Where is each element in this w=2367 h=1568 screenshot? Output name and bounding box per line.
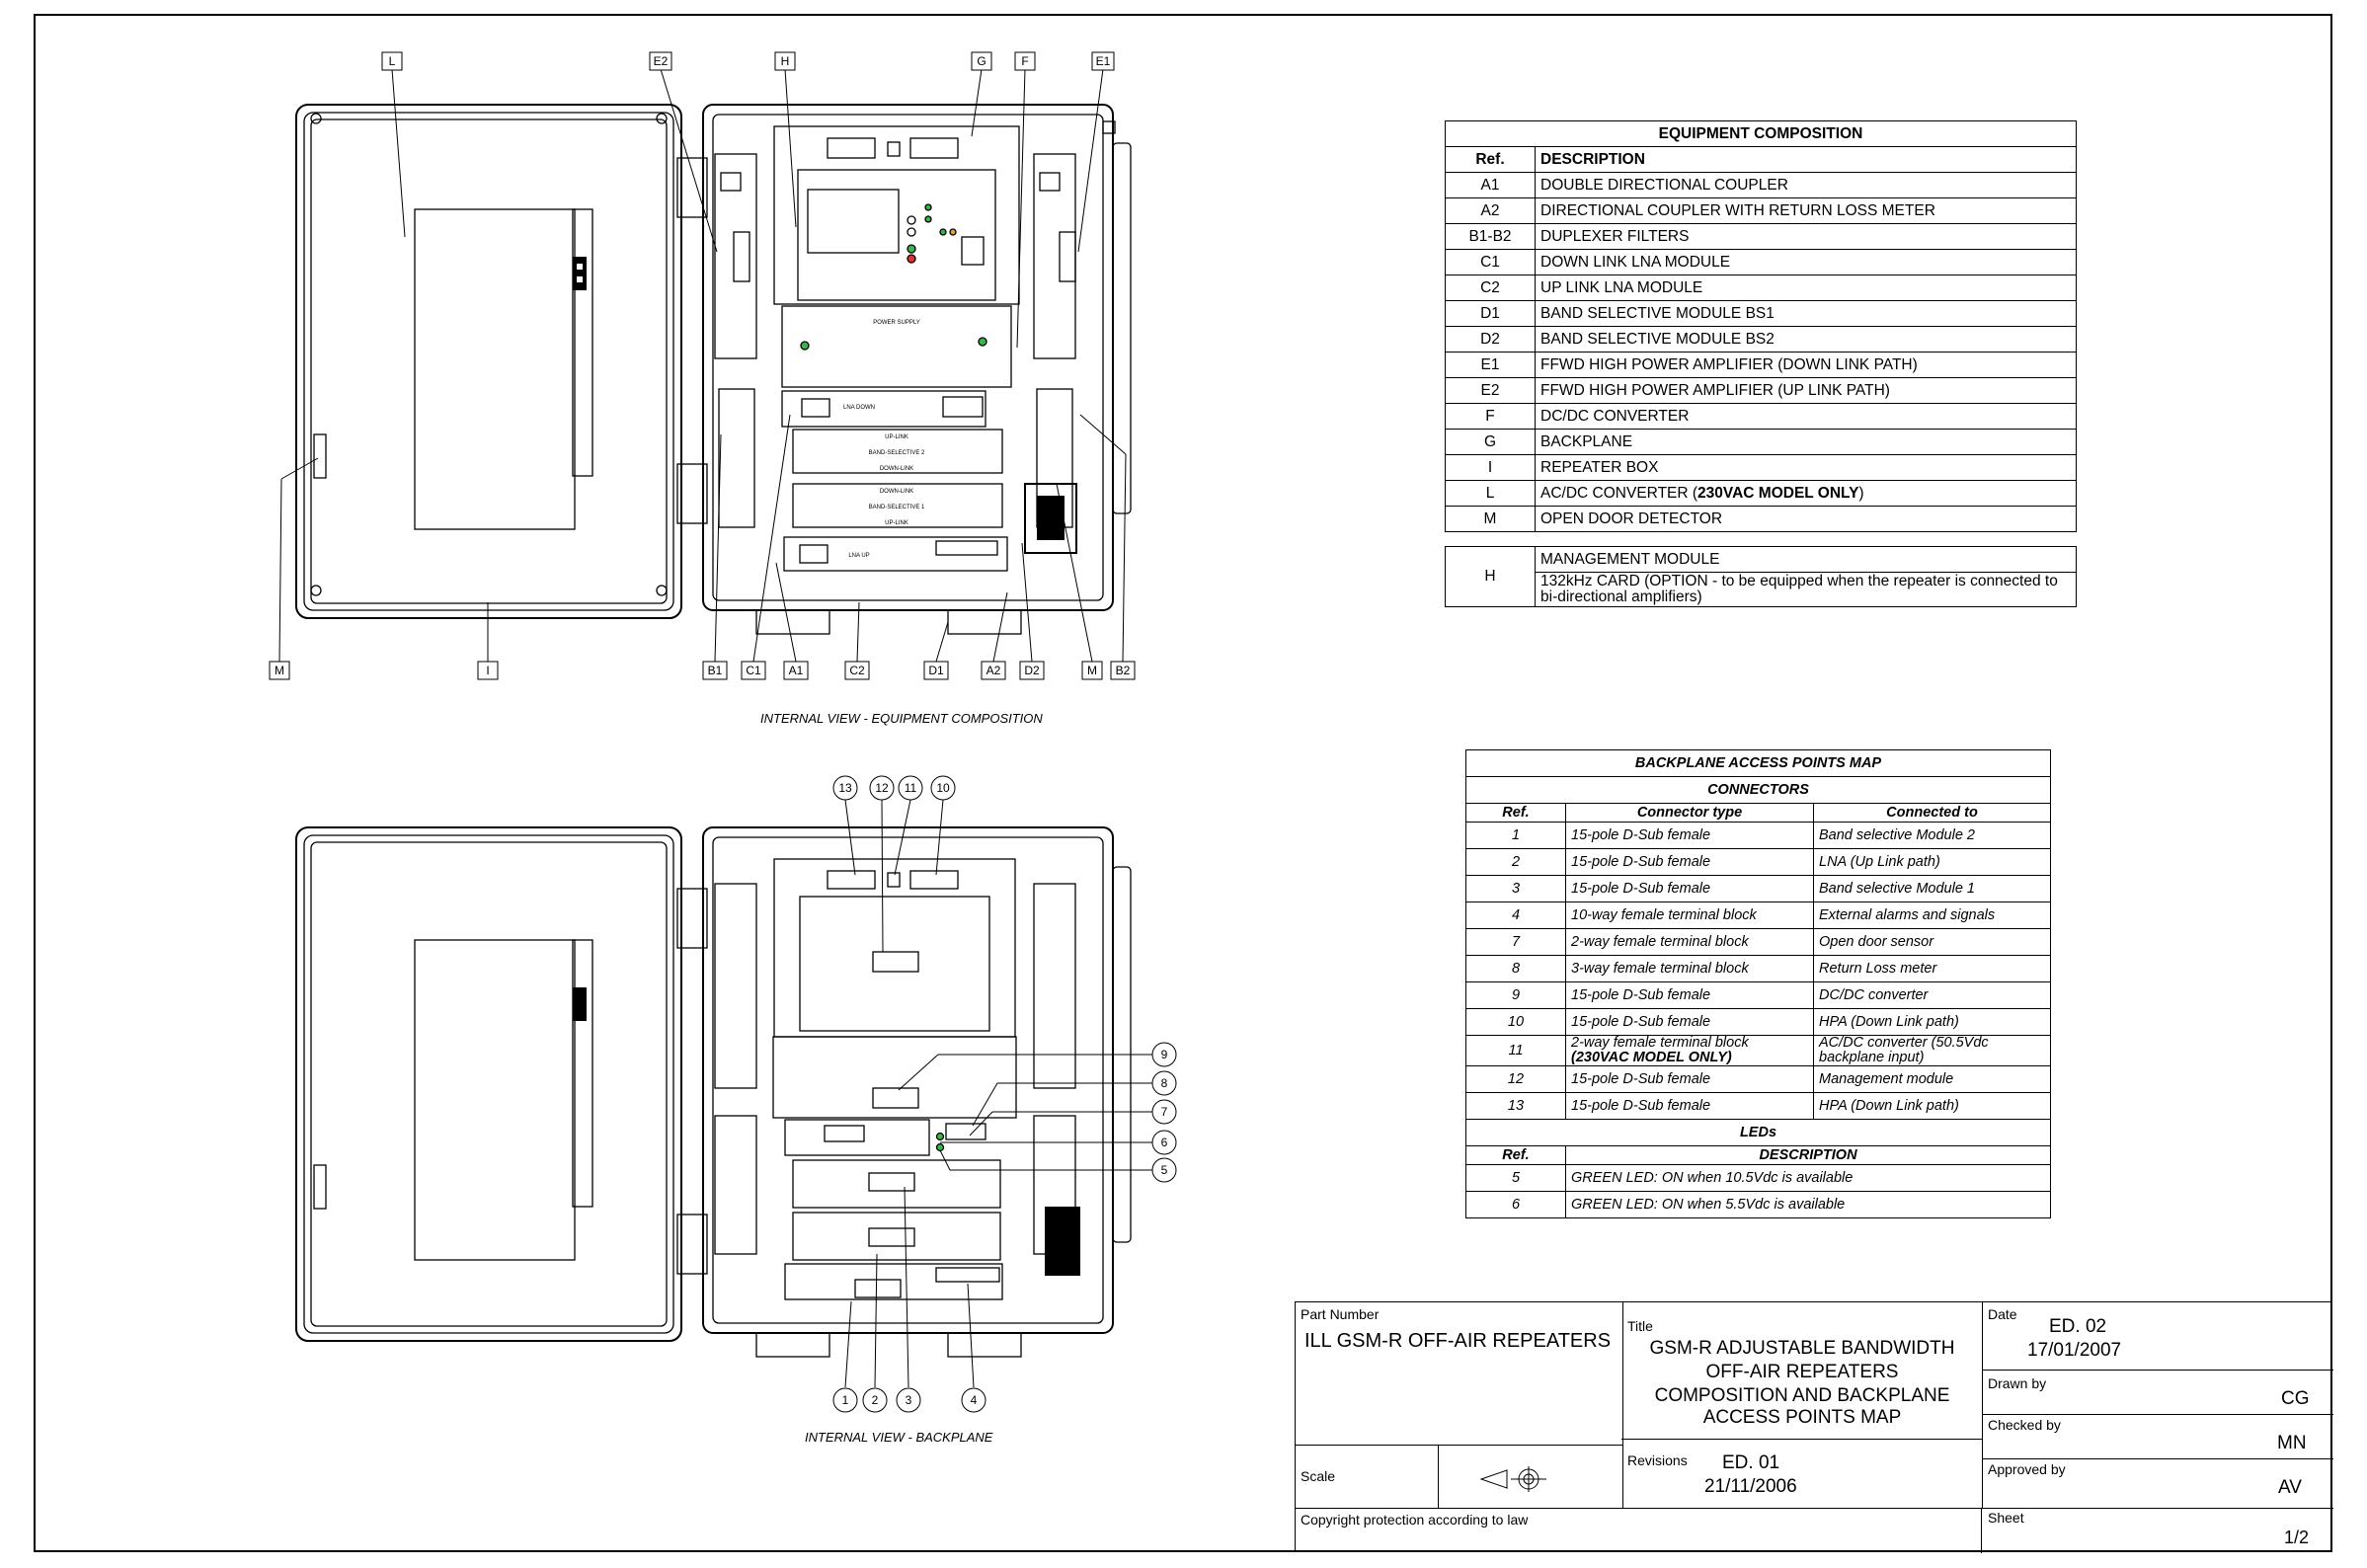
part-number: ILL GSM-R OFF-AIR REPEATERS: [1304, 1330, 1612, 1352]
type-cell: 15-pole D-Sub female: [1566, 823, 1814, 849]
table-row: [1446, 573, 2077, 607]
table-row: [1446, 378, 2077, 404]
label-c1: C1: [746, 664, 761, 677]
to-cell: HPA (Down Link path): [1814, 1009, 2051, 1036]
desc-cell: DOWN LINK LNA MODULE: [1536, 250, 2077, 275]
ref-cell: E1: [1446, 353, 1536, 378]
to-cell: Return Loss meter: [1814, 956, 2051, 982]
label-b2: B2: [1115, 664, 1131, 677]
table-row: [1446, 353, 2077, 378]
table-row: [1446, 481, 2077, 507]
ref-cell: M: [1446, 507, 1536, 532]
desc-cell: DIRECTIONAL COUPLER WITH RETURN LOSS METER: [1536, 198, 2077, 224]
label-e2: E2: [653, 54, 669, 68]
desc-pre: AC/DC CONVERTER (: [1540, 484, 1698, 502]
table-row: [1466, 1066, 2051, 1093]
ref-cell: C2: [1446, 275, 1536, 301]
uplink-label-2: UP-LINK: [885, 520, 908, 526]
top-view-caption: INTERNAL VIEW - EQUIPMENT COMPOSITION: [760, 711, 1043, 726]
desc-cell: GREEN LED: ON when 10.5Vdc is available: [1566, 1165, 2051, 1192]
copyright-text: Copyright protection according to law: [1301, 1512, 1529, 1528]
top-label-row: [382, 52, 1114, 70]
callout-9: 9: [1160, 1048, 1168, 1061]
ref-cell: C1: [1446, 250, 1536, 275]
scale-label: Scale: [1301, 1468, 1336, 1484]
table-row: [1466, 1093, 2051, 1120]
led-col-desc: DESCRIPTION: [1566, 1146, 2051, 1165]
table-row: [1446, 455, 2077, 481]
desc-cell: MANAGEMENT MODULE: [1536, 547, 2077, 573]
to-cell: DC/DC converter: [1814, 982, 2051, 1009]
desc-cell: DOUBLE DIRECTIONAL COUPLER: [1536, 173, 2077, 198]
desc-cell: DUPLEXER FILTERS: [1536, 224, 2077, 250]
sheet-number: 1/2: [2284, 1528, 2310, 1547]
ref-cell: L: [1446, 481, 1536, 507]
equipment-col-ref: Ref.: [1446, 147, 1536, 173]
bottom-view: [296, 827, 1131, 1357]
label-b1: B1: [707, 664, 723, 677]
desc-post: ): [1858, 484, 1864, 502]
date-value: 17/01/2007: [2027, 1340, 2122, 1361]
equipment-col-desc: DESCRIPTION: [1536, 147, 2077, 173]
ref-cell: A1: [1446, 173, 1536, 198]
label-a2: A2: [986, 664, 1001, 677]
desc-cell: UP LINK LNA MODULE: [1536, 275, 2077, 301]
table-row: [1466, 956, 2051, 982]
table-row: [1446, 547, 2077, 573]
bottom-label-row: [270, 662, 1135, 679]
table-row: [1446, 404, 2077, 430]
backplane-access-points-table: [1465, 749, 2051, 1218]
callout-3: 3: [905, 1393, 912, 1407]
callout-4: 4: [970, 1393, 978, 1407]
band-selective-1-label: BAND-SELECTIVE 1: [868, 505, 925, 510]
bp-col-type: Connector type: [1566, 804, 1814, 823]
label-g: G: [977, 54, 986, 68]
bottom-view-caption: INTERNAL VIEW - BACKPLANE: [805, 1430, 993, 1445]
to-cell: External alarms and signals: [1814, 902, 2051, 929]
label-i: I: [486, 664, 490, 677]
table-row: [1466, 1036, 2051, 1066]
desc-cell: DC/DC CONVERTER: [1536, 404, 2077, 430]
callout-13: 13: [838, 781, 852, 795]
table-row: [1446, 507, 2077, 532]
desc-cell: OPEN DOOR DETECTOR: [1536, 507, 2077, 532]
callout-11: 11: [904, 781, 917, 795]
callout-2: 2: [871, 1393, 879, 1407]
type-cell: 15-pole D-Sub female: [1566, 982, 1814, 1009]
type-cell: 15-pole D-Sub female: [1566, 1009, 1814, 1036]
equipment-composition-table: [1445, 120, 2077, 607]
drawn-by-label: Drawn by: [1988, 1375, 2047, 1391]
ref-cell: 10: [1466, 1009, 1566, 1036]
band-selective-2-label: BAND-SELECTIVE 2: [868, 450, 925, 456]
approved-by-label: Approved by: [1988, 1461, 2066, 1477]
table-row: [1446, 430, 2077, 455]
sheet-label: Sheet: [1988, 1510, 2024, 1526]
callout-1: 1: [841, 1393, 849, 1407]
callout-12: 12: [875, 781, 889, 795]
desc-cell: 132kHz CARD (OPTION - to be equipped when the repeater is connected to bi-directional amplifiers): [1536, 573, 2077, 607]
revision-date: 21/11/2006: [1704, 1476, 1797, 1497]
table-row: [1446, 301, 2077, 327]
type-cell: 15-pole D-Sub female: [1566, 849, 1814, 876]
desc-bold: 230VAC MODEL ONLY: [1697, 484, 1859, 502]
bp-col-to: Connected to: [1814, 804, 2051, 823]
revisions-label: Revisions: [1627, 1452, 1688, 1468]
label-e1: E1: [1095, 54, 1111, 68]
table-row: [1466, 849, 2051, 876]
type-cell: 2-way female terminal block: [1566, 929, 1814, 956]
approved-by: AV: [2278, 1477, 2302, 1498]
backplane-callouts: [833, 776, 1176, 1412]
leds-title: LEDs: [1466, 1120, 2051, 1146]
desc-cell: [1536, 481, 2077, 507]
callout-5: 5: [1160, 1163, 1168, 1177]
lna-down-label: LNA DOWN: [842, 405, 876, 411]
callout-8: 8: [1160, 1076, 1168, 1090]
callout-10: 10: [936, 781, 950, 795]
ref-cell: 3: [1466, 876, 1566, 902]
table-row: [1466, 929, 2051, 956]
top-view: [296, 105, 1131, 634]
led-col-ref: Ref.: [1466, 1146, 1566, 1165]
table-row: [1446, 275, 2077, 301]
projection-symbol-icon: [1477, 1464, 1556, 1494]
table-row: [1466, 902, 2051, 929]
edition: ED. 02: [2049, 1316, 2107, 1337]
callout-7: 7: [1160, 1105, 1168, 1119]
table-row: [1466, 876, 2051, 902]
ref-cell: A2: [1446, 198, 1536, 224]
ref-cell: F: [1446, 404, 1536, 430]
ref-cell: B1-B2: [1446, 224, 1536, 250]
desc-cell: BAND SELECTIVE MODULE BS2: [1536, 327, 2077, 353]
ref-cell: 1: [1466, 823, 1566, 849]
checked-by: MN: [2277, 1433, 2307, 1453]
table-row: [1466, 1009, 2051, 1036]
equipment-title: EQUIPMENT COMPOSITION: [1446, 121, 2077, 147]
ref-cell: 5: [1466, 1165, 1566, 1192]
title-label: Title: [1627, 1318, 1653, 1334]
title-line-1: GSM-R ADJUSTABLE BANDWIDTH: [1649, 1338, 1955, 1359]
desc-cell: BAND SELECTIVE MODULE BS1: [1536, 301, 2077, 327]
table-row: [1466, 1192, 2051, 1218]
checked-by-label: Checked by: [1988, 1417, 2061, 1433]
ref-cell: G: [1446, 430, 1536, 455]
ref-cell: E2: [1446, 378, 1536, 404]
ref-cell: H: [1446, 547, 1536, 607]
revision-edition: ED. 01: [1722, 1452, 1780, 1473]
ref-cell: 4: [1466, 902, 1566, 929]
type-cell: 10-way female terminal block: [1566, 902, 1814, 929]
desc-cell: BACKPLANE: [1536, 430, 2077, 455]
backplane-title: BACKPLANE ACCESS POINTS MAP: [1466, 750, 2051, 777]
to-cell: LNA (Up Link path): [1814, 849, 2051, 876]
ref-cell: D2: [1446, 327, 1536, 353]
label-l: L: [388, 54, 396, 68]
table-row: [1446, 327, 2077, 353]
ref-cell: 2: [1466, 849, 1566, 876]
ref-cell: 13: [1466, 1093, 1566, 1120]
label-h: H: [780, 54, 790, 68]
ref-cell: 6: [1466, 1192, 1566, 1218]
connectors-title: CONNECTORS: [1466, 777, 2051, 804]
label-f: F: [1021, 54, 1029, 68]
label-d2: D2: [1024, 664, 1040, 677]
ref-cell: 12: [1466, 1066, 1566, 1093]
downlink-label-2: DOWN-LINK: [879, 489, 914, 495]
module-labels: [843, 320, 925, 559]
power-supply-label: POWER SUPPLY: [873, 320, 920, 326]
title-block: [1295, 1301, 2332, 1552]
type-text: 2-way female terminal block: [1571, 1035, 1749, 1051]
to-cell: HPA (Down Link path): [1814, 1093, 2051, 1120]
table-row: [1466, 982, 2051, 1009]
ref-cell: 8: [1466, 956, 1566, 982]
type-cell: 15-pole D-Sub female: [1566, 1066, 1814, 1093]
desc-cell: REPEATER BOX: [1536, 455, 2077, 481]
lna-up-label: LNA UP: [848, 553, 870, 559]
type-cell: 15-pole D-Sub female: [1566, 1093, 1814, 1120]
label-c2: C2: [849, 664, 865, 677]
label-a1: A1: [788, 664, 804, 677]
type-cell: [1566, 1036, 1814, 1066]
to-cell: Management module: [1814, 1066, 2051, 1093]
table-row: [1446, 173, 2077, 198]
uplink-label-1: UP-LINK: [885, 434, 908, 440]
callout-6: 6: [1160, 1136, 1168, 1149]
ref-cell: I: [1446, 455, 1536, 481]
label-m-left: M: [275, 664, 284, 677]
part-number-label: Part Number: [1301, 1306, 1380, 1322]
table-row: [1446, 250, 2077, 275]
desc-cell: GREEN LED: ON when 5.5Vdc is available: [1566, 1192, 2051, 1218]
table-row: [1446, 198, 2077, 224]
ref-cell: 7: [1466, 929, 1566, 956]
type-cell: 15-pole D-Sub female: [1566, 876, 1814, 902]
table-row: [1466, 1165, 2051, 1192]
label-d1: D1: [928, 664, 944, 677]
to-cell: AC/DC converter (50.5Vdc backplane input): [1814, 1036, 2051, 1066]
downlink-label-1: DOWN-LINK: [879, 466, 914, 472]
type-cell: 3-way female terminal block: [1566, 956, 1814, 982]
title-line-2: OFF-AIR REPEATERS: [1705, 1362, 1899, 1382]
type-bold: (230VAC MODEL ONLY): [1571, 1050, 1732, 1065]
date-label: Date: [1988, 1306, 2017, 1322]
table-row: [1466, 823, 2051, 849]
desc-cell: FFWD HIGH POWER AMPLIFIER (UP LINK PATH): [1536, 378, 2077, 404]
ref-cell: D1: [1446, 301, 1536, 327]
drawn-by: CG: [2281, 1388, 2310, 1409]
to-cell: Open door sensor: [1814, 929, 2051, 956]
bp-col-ref: Ref.: [1466, 804, 1566, 823]
title-line-3: COMPOSITION AND BACKPLANE ACCESS POINTS MAP: [1654, 1385, 1950, 1428]
ref-cell: 11: [1466, 1036, 1566, 1066]
ref-cell: 9: [1466, 982, 1566, 1009]
desc-cell: FFWD HIGH POWER AMPLIFIER (DOWN LINK PATH): [1536, 353, 2077, 378]
to-cell: Band selective Module 2: [1814, 823, 2051, 849]
label-m-right: M: [1087, 664, 1097, 677]
table-row: [1446, 224, 2077, 250]
to-cell: Band selective Module 1: [1814, 876, 2051, 902]
